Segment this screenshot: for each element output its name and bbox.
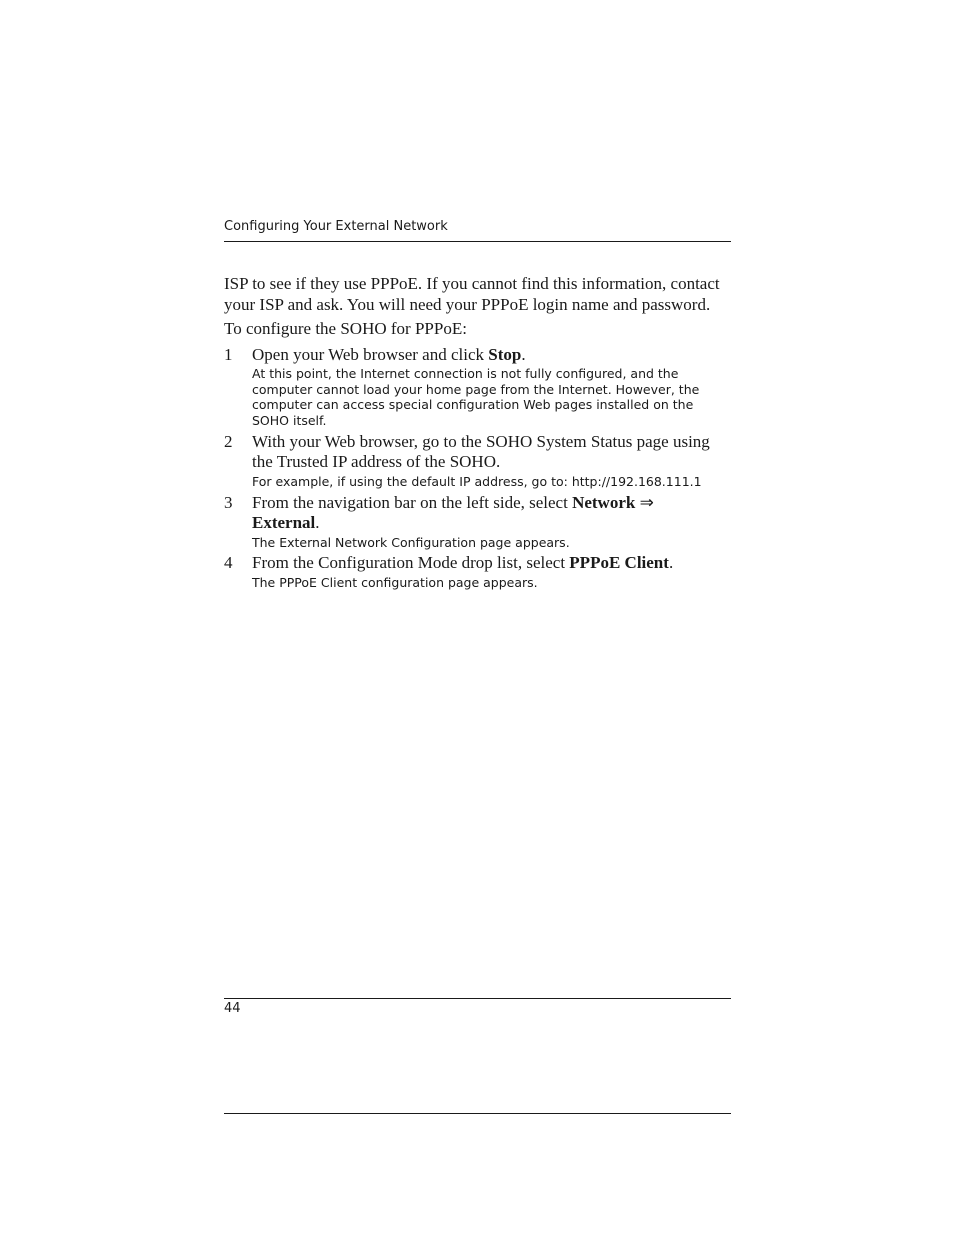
step-1 [224,345,724,429]
page-number: 44 [224,1001,241,1016]
ui-term-pppoe-client: PPPoE Client [569,553,669,573]
step-note: For example, if using the default IP address, go to: http://192.168.111.1 [252,473,702,489]
step-note: The PPPoE Client configuration page appears. [252,574,538,590]
step-4 [224,553,724,590]
step-body [252,493,724,551]
bottom-rule [224,1113,731,1114]
step-text-part: . [521,344,526,364]
running-header: Configuring Your External Network [224,219,448,234]
ui-term-external: External [252,513,316,533]
page-content [224,274,724,590]
step-body [252,553,724,590]
step-2 [224,432,724,490]
procedure-intro: To configure the SOHO for PPPoE: [224,319,467,338]
step-text-part: From the Configuration Mode drop list, select [252,553,570,573]
step-number: 1 [224,344,233,364]
step-note: At this point, the Internet connection is not fully configured, and the computer cannot load your home page from the Internet. However, the computer can access special configuration Web pages installed on the SOHO itself. [252,366,700,429]
step-text: With your Web browser, go to the SOHO System Status page using the Trusted IP address of the SOHO. [252,431,710,472]
step-text-part: From the navigation bar on the left side, select [252,492,573,512]
step-3 [224,493,724,551]
ui-term-network: Network [572,492,636,512]
footer-rule [224,998,731,999]
header-rule [224,241,731,242]
step-text [252,493,724,534]
arrow-icon: ⇒ [635,492,654,512]
step-text-part: Open your Web browser and click [252,344,489,364]
intro-paragraph: ISP to see if they use PPPoE. If you cannot find this information, contact your ISP and ask. You will need your PPPoE login name and password. [224,274,720,314]
step-body [252,432,724,490]
step-text [252,345,724,366]
step-text-part: . [315,513,320,533]
step-number: 2 [224,431,233,451]
step-text-part: . [668,553,674,573]
step-text [252,553,724,574]
step-body [252,345,724,429]
ui-term-stop: Stop [488,344,522,364]
step-note: The External Network Configuration page appears. [252,534,570,550]
step-number: 4 [224,553,233,573]
step-number: 3 [224,492,233,512]
